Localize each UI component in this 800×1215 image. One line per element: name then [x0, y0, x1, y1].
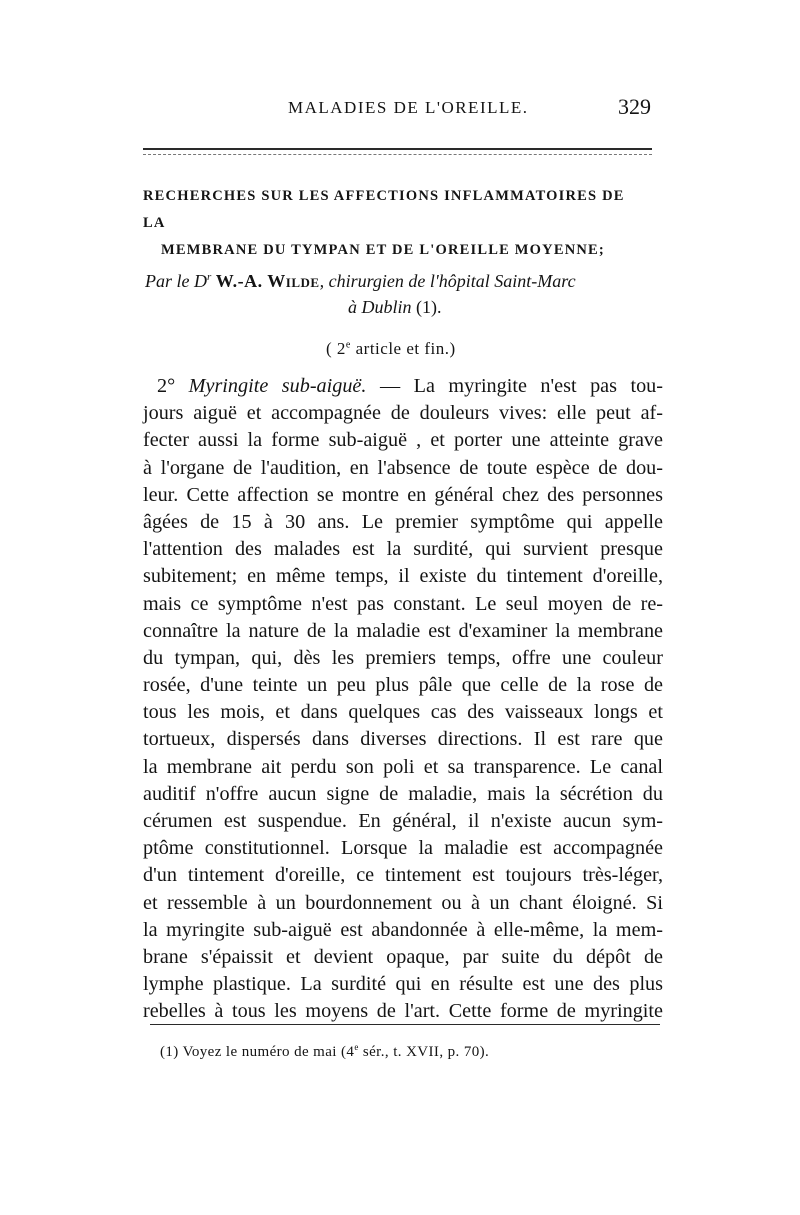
article-title	[143, 183, 652, 264]
article-part	[326, 339, 456, 359]
body-line: à l'organe de l'audition, en l'absence de toute espèce de dou-	[143, 456, 663, 479]
body-line: connaître la nature de la maladie est d'examiner la membrane	[143, 619, 663, 642]
body-line: la myringite sub-aiguë est abandonnée à elle-même, la mem-	[143, 918, 663, 941]
article-title-line-2: MEMBRANE DU TYMPAN ET DE L'OREILLE MOYENNE;	[161, 242, 605, 258]
body-line: tortueux, dispersés dans diverses directions. Il est rare que	[143, 728, 663, 751]
body-text	[143, 373, 663, 1026]
body-line: du tympan, qui, dès les premiers temps, offre une couleur	[143, 646, 663, 669]
body-line: brane s'épaissit et devient opaque, par suite du dépôt de	[143, 945, 663, 968]
header-rule	[143, 148, 652, 150]
section-number: 2°	[157, 375, 189, 397]
body-line: tous les mois, et dans quelques cas des vaisseaux longs et	[143, 701, 663, 724]
body-line: mais ce symptôme n'est pas constant. Le seul moyen de re-	[143, 592, 663, 615]
byline-prefix-sup: r	[207, 271, 212, 283]
byline-prefix: Par le D	[145, 271, 207, 291]
author-role: , chirurgien de l'hôpital Saint-Marc	[319, 271, 576, 291]
article-part-prefix: ( 2	[326, 339, 346, 358]
body-line: d'un tintement d'oreille, ce tintement est toujours très-léger,	[143, 864, 663, 887]
header-rule-dashed	[143, 154, 652, 155]
article-part-sup: e	[345, 339, 351, 351]
footnote-reference: (1).	[411, 297, 442, 317]
author-name: W.-A. Wilde	[215, 271, 320, 291]
body-line: lymphe plastique. La surdité qui en résulte est une des plus	[143, 973, 663, 996]
body-line: âgées de 15 à 30 ans. Le premier symptôme qui appelle	[143, 510, 663, 533]
body-line: ptôme constitutionnel. Lorsque la maladie est accompagnée	[143, 837, 663, 860]
section-heading: Myringite sub-aiguë.	[188, 375, 367, 397]
body-first-line	[143, 373, 663, 400]
footnote-rule	[150, 1024, 660, 1025]
byline-line-2	[143, 294, 652, 320]
body-line: auditif n'offre aucun signe de maladie, mais la sécrétion du	[143, 782, 663, 805]
footnote	[160, 1042, 489, 1061]
first-line-rest: — La myringite n'est pas tou-	[366, 375, 663, 397]
body-line: et ressemble à un bourdonnement ou à un chant éloigné. Si	[143, 891, 663, 914]
body-line: rosée, d'une teinte un peu plus pâle que celle de la rose de	[143, 674, 663, 697]
page-number: 329	[618, 94, 651, 119]
footnote-suffix: sér., t. XVII, p. 70).	[358, 1044, 490, 1060]
body-line: la membrane ait perdu son poli et sa transparence. Le canal	[143, 755, 663, 778]
body-line: l'attention des malades est la surdité, qui survient presque	[143, 538, 663, 561]
byline-line-1	[143, 264, 652, 294]
body-line: cérumen est suspendue. En général, il n'existe aucun sym-	[143, 810, 663, 832]
body-line: rebelles à tous les moyens de l'art. Cette forme de myringite	[143, 1000, 663, 1023]
byline	[143, 264, 652, 320]
footnote-sup: e	[354, 1042, 359, 1052]
article-part-suffix: article et fin.)	[350, 339, 456, 358]
body-line: jours aiguë et accompagnée de douleurs vives: elle peut af-	[143, 402, 663, 425]
body-line: fecter aussi la forme sub-aiguë , et porter une atteinte grave	[143, 429, 663, 452]
body-line: leur. Cette affection se montre en général chez des personnes	[143, 483, 663, 506]
body-line: subitement; en même temps, il existe du tintement d'oreille,	[143, 565, 663, 588]
running-title: MALADIES DE L'OREILLE.	[288, 98, 529, 117]
article-title-line-1: RECHERCHES SUR LES AFFECTIONS INFLAMMATOIRES DE LA	[143, 188, 625, 231]
author-place: à Dublin	[348, 297, 412, 317]
footnote-prefix: (1) Voyez le numéro de mai (4	[160, 1044, 355, 1060]
